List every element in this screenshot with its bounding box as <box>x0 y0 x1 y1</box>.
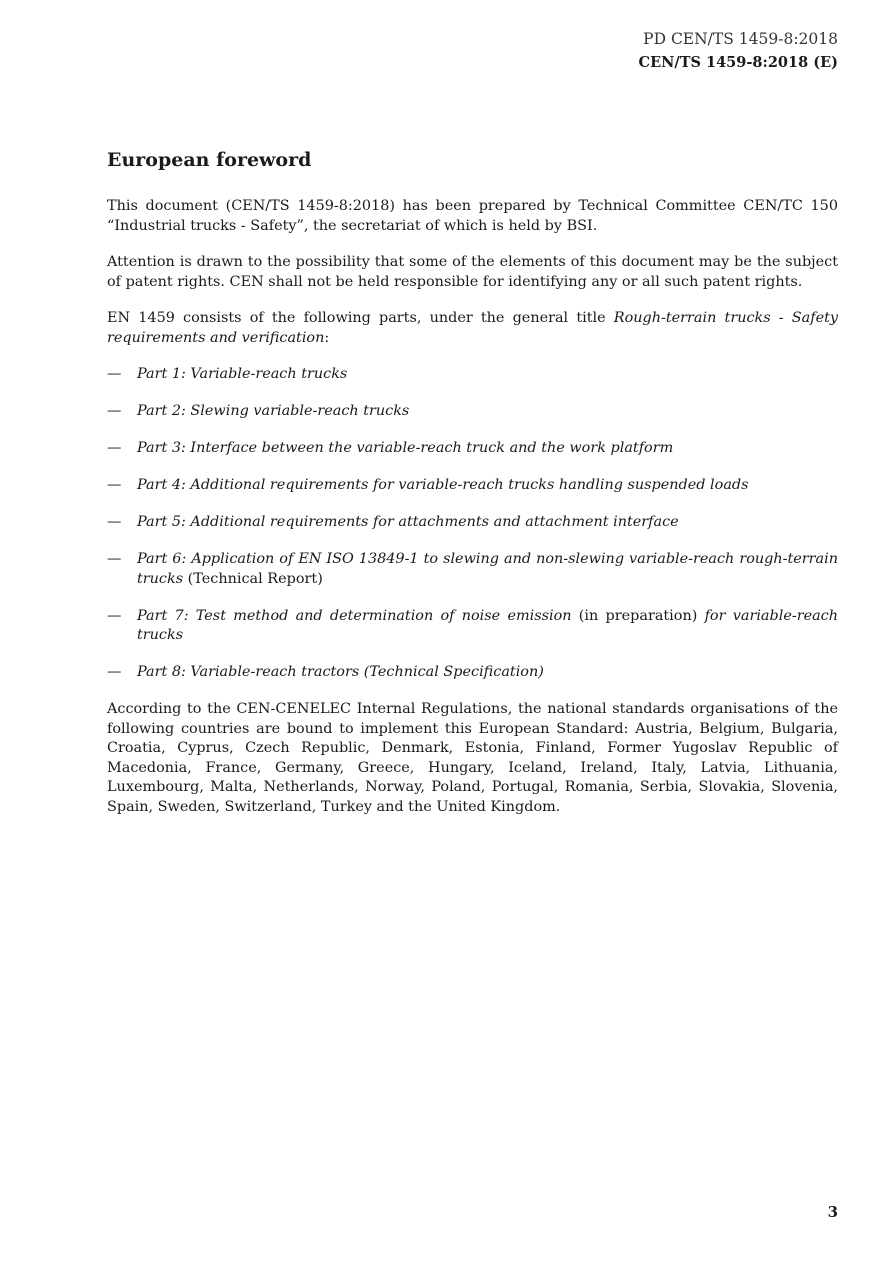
dash-bullet: — <box>107 440 122 456</box>
dash-bullet: — <box>107 366 122 382</box>
dash-bullet: — <box>107 403 122 419</box>
dash-bullet: — <box>107 477 122 493</box>
dash-bullet: — <box>107 664 122 680</box>
part-note: (in preparation) <box>571 607 705 624</box>
part-title: Part 7: Test method and determination of noise emission <box>137 607 572 624</box>
header-ts-reference: CEN/TS 1459-8:2018 (E) <box>638 54 838 71</box>
part-title: Part 4: Additional requirements for variable-reach trucks handling suspended loads <box>137 477 749 493</box>
general-title: Rough-terrain trucks - Safety requirements and verification <box>107 310 838 346</box>
dash-bullet: — <box>107 607 122 624</box>
list-item <box>107 439 838 459</box>
list-item <box>107 550 838 589</box>
dash-bullet: — <box>107 551 122 567</box>
dash-bullet: — <box>107 514 122 530</box>
list-item <box>107 663 838 683</box>
parts-intro-text: EN 1459 consists of the following parts, under the general title <box>107 310 614 326</box>
list-item <box>107 365 838 385</box>
part-title: Part 8: Variable-reach tractors (Technical Specification) <box>137 664 544 680</box>
page-number: 3 <box>827 1203 838 1221</box>
list-item <box>107 513 838 533</box>
part-title-suffix: for variable-reach trucks <box>137 607 839 643</box>
part-title: Part 5: Additional requirements for attachments and attachment interface <box>137 514 679 530</box>
list-item <box>107 476 838 496</box>
paragraph-implementing-countries: According to the CEN-CENELEC Internal Regulations, the national standards organisations of the following countries are bound to implement this European Standard: Austria, Belgium, Bulgaria, Croatia, Cyprus, Czech Republic, Denmark, Estonia, Finland, Former Yugoslav Republic of Macedonia, France, Germany, Greece, Hungary, Iceland, Ireland, Italy, Latvia, Lithuania, Luxembourg, Malta, Netherlands, Norway, Poland, Portugal, Romania, Serbia, Slovakia, Slovenia, Spain, Sweden, Switzerland, Turkey and the United Kingdom. <box>107 701 838 815</box>
parts-intro-colon: : <box>324 329 330 346</box>
list-item <box>107 402 838 422</box>
header-pd-reference: PD CEN/TS 1459-8:2018 <box>643 30 838 48</box>
parts-list <box>107 365 838 683</box>
part-title: Part 6: Application of EN ISO 13849-1 to slewing and non-slewing variable-reach rough-terrain trucks <box>137 551 838 587</box>
section-title: European foreword <box>107 149 312 171</box>
part-title: Part 3: Interface between the variable-reach truck and the work platform <box>137 440 674 456</box>
list-item <box>107 607 838 646</box>
part-note: (Technical Report) <box>183 570 323 587</box>
paragraph-patent-rights: Attention is drawn to the possibility that some of the elements of this document may be the subject of patent rights. CEN shall not be held responsible for identifying any or all such patent rights. <box>107 254 838 290</box>
paragraph-prepared-by: This document (CEN/TS 1459-8:2018) has been prepared by Technical Committee CEN/TC 150 “Industrial trucks - Safety”, the secretariat of which is held by BSI. <box>107 198 838 234</box>
part-title: Part 1: Variable-reach trucks <box>137 366 348 382</box>
main-content <box>107 148 838 834</box>
paragraph-parts-intro <box>107 309 838 348</box>
part-title: Part 2: Slewing variable-reach trucks <box>137 403 410 419</box>
